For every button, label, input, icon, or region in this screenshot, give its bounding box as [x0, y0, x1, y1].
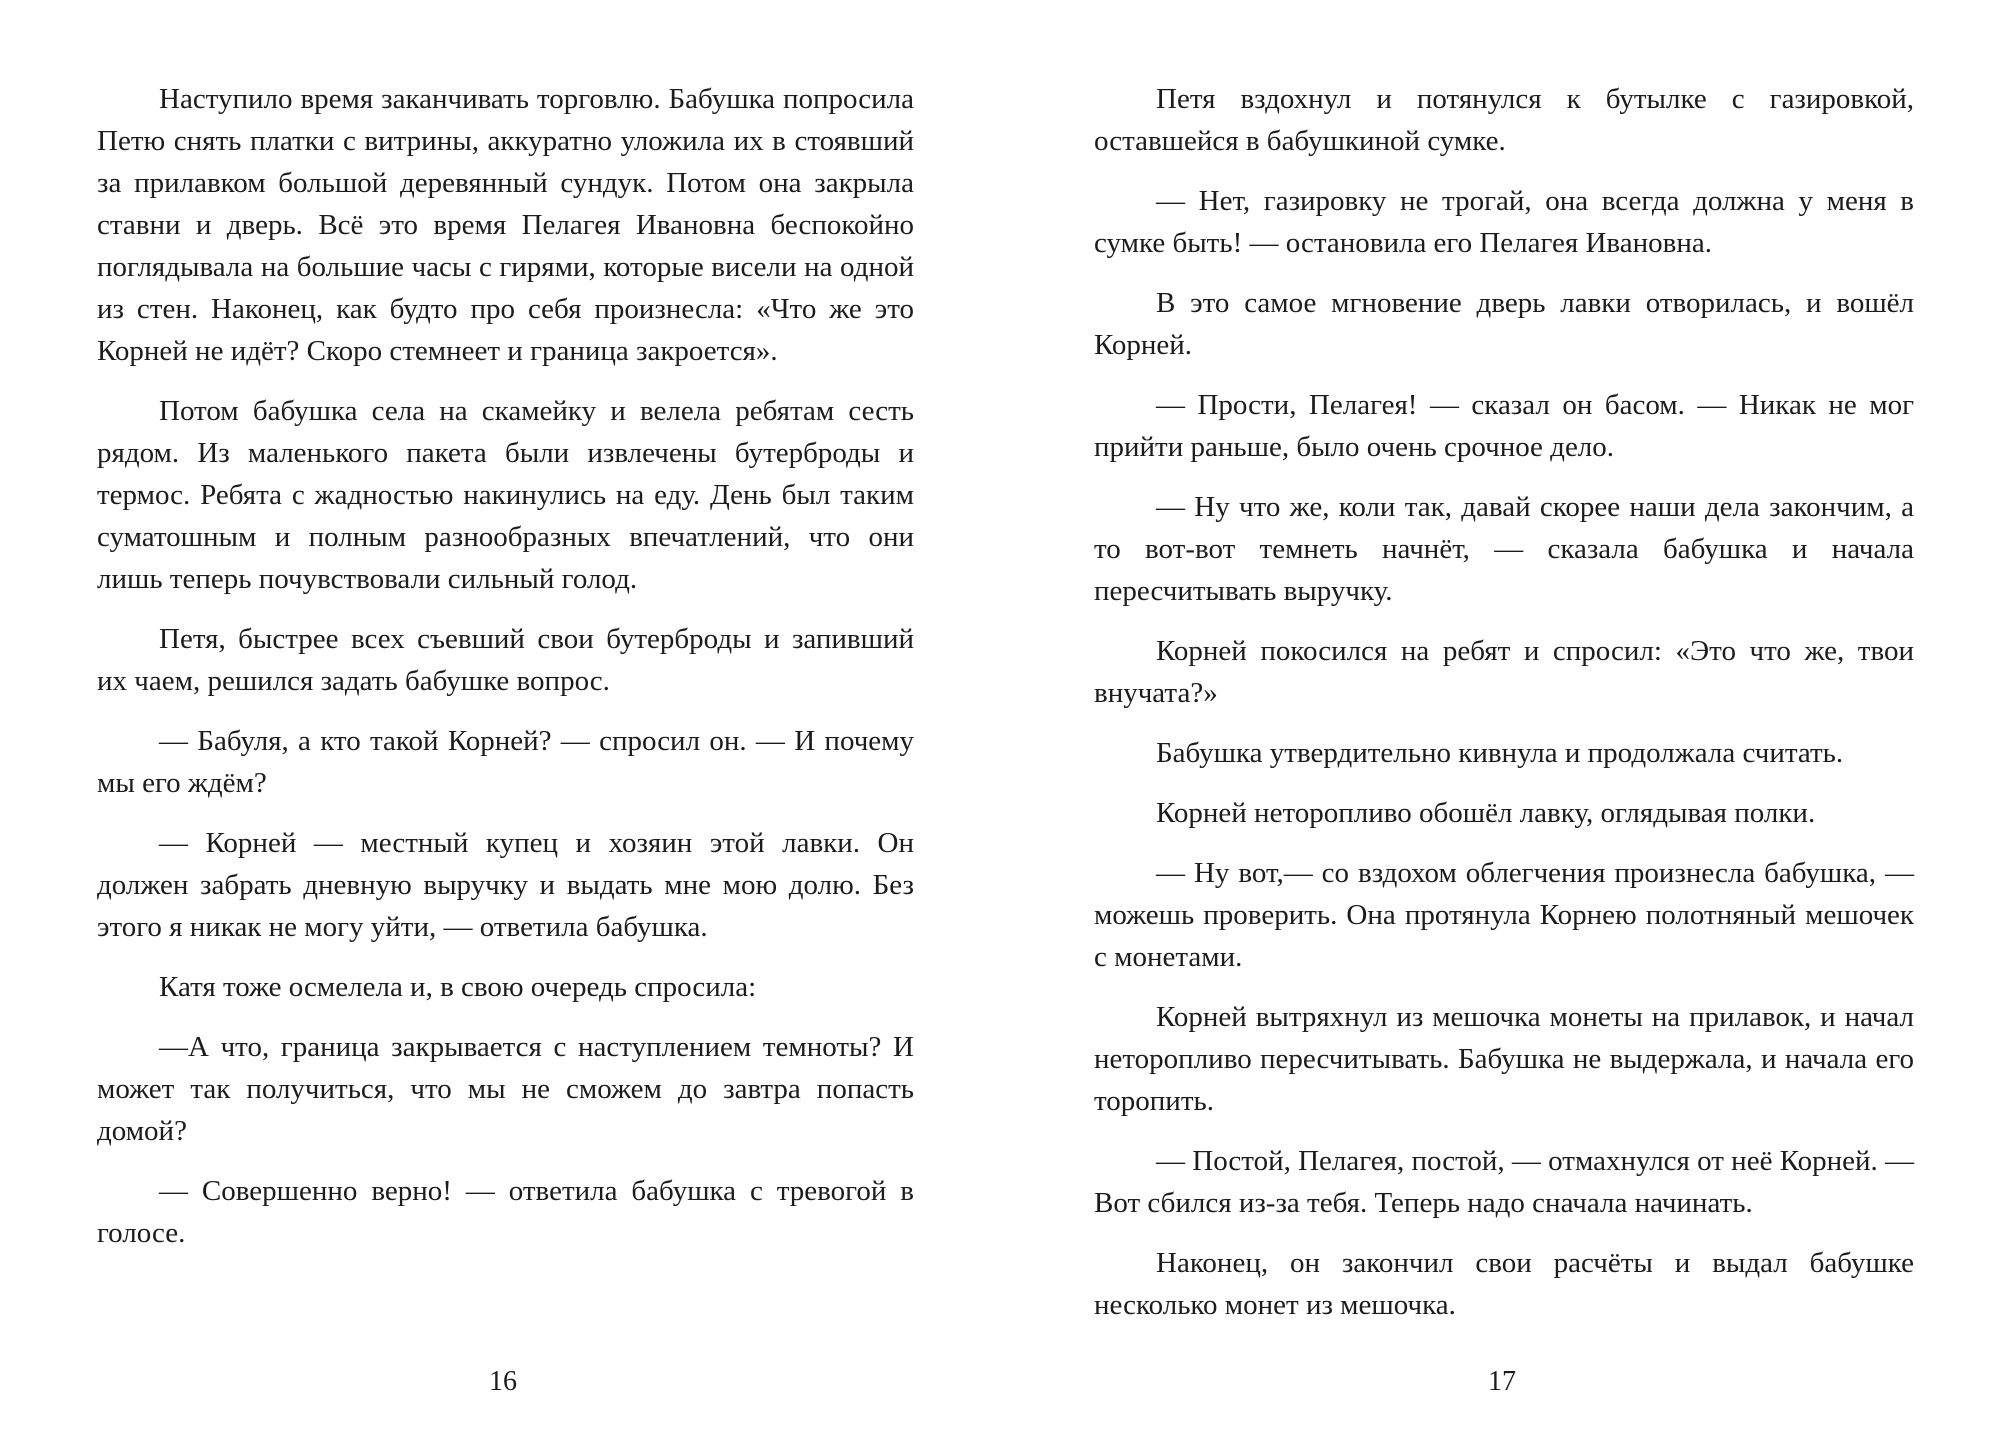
paragraph: В это самое мгновение дверь лавки отворилась, и вошёл Корней. — [1094, 287, 1914, 361]
paragraph: Петя вздохнул и потянулся к бутылке с газировкой, оставшейся в бабушкиной сумке. — [1094, 83, 1914, 157]
right-page-text — [1094, 78, 1914, 1344]
left-page-text — [97, 78, 914, 1272]
paragraph: Корней покосился на ребят и спросил: «Это что же, твои внучата?» — [1094, 635, 1914, 709]
paragraph: — Корней — местный купец и хозяин этой лавки. Он должен забрать дневную выручку и выдать мне мою долю. Без этого я никак не могу уйти, — ответила бабушка. — [97, 827, 914, 943]
paragraph: Бабушка утвердительно кивнула и продолжала считать. — [1156, 737, 1844, 769]
paragraph: — Ну вот,— со вздохом облегчения произнесла бабушка, — можешь проверить. Она протянула Корнею полотняный мешочек с монетами. — [1094, 857, 1914, 973]
paragraph: — Ну что же, коли так, давай скорее наши дела закончим, а то вот-вот темнеть начнёт, — сказала бабушка и начала пересчитывать выручку. — [1094, 491, 1914, 607]
paragraph: Корней вытряхнул из мешочка монеты на прилавок, и начал неторопливо пересчитывать. Бабушка не выдержала, и начала его торопить. — [1094, 1001, 1914, 1117]
paragraph: Потом бабушка села на скамейку и велела ребятам сесть рядом. Из маленького пакета были извлечены бутерброды и термос. Ребята с жадностью накинулись на еду. День был таким суматошным и полным разнообразных впечатлений, что они лишь теперь почувствовали сильный голод. — [97, 395, 914, 595]
paragraph: — Совершенно верно! — ответила бабушка с тревогой в голосе. — [97, 1175, 914, 1249]
paragraph: Петя, быстрее всех съевший свои бутерброды и запивший их чаем, решился задать бабушке вопрос. — [97, 623, 914, 697]
paragraph: — Бабуля, а кто такой Корней? — спросил он. — И почему мы его ждём? — [97, 725, 914, 799]
paragraph: Катя тоже осмелела и, в свою очередь спросила: — [159, 971, 757, 1003]
paragraph: — Прости, Пелагея! — сказал он басом. — Никак не мог прийти раньше, было очень срочное дело. — [1094, 389, 1914, 463]
paragraph: — Постой, Пелагея, постой, — отмахнулся от неё Корней. — Вот сбился из-за тебя. Теперь надо сначала начинать. — [1094, 1145, 1915, 1219]
paragraph: Корней неторопливо обошёл лавку, оглядывая полки. — [1156, 797, 1816, 829]
paragraph: — Нет, газировку не трогай, она всегда должна у меня в сумке быть! — остановила его Пелагея Ивановна. — [1094, 185, 1914, 259]
right-page — [1000, 0, 2000, 1432]
page-number-left: 16 — [489, 1366, 517, 1397]
page-number-right: 17 — [1488, 1366, 1516, 1397]
paragraph: Наступило время заканчивать торговлю. Бабушка попросила Петю снять платки с витрины, аккуратно уложила их в стоявший за прилавком большой деревянный сундук. Потом она закрыла ставни и дверь. Всё это время Пелагея Ивановна беспокойно поглядывала на большие часы с гирями, которые висели на одной из стен. Наконец, как будто про себя произнесла: «Что же это Корней не идёт? Скоро стемнеет и граница закроется». — [97, 83, 914, 367]
paragraph: Наконец, он закончил свои расчёты и выдал бабушке несколько монет из мешочка. — [1094, 1247, 1914, 1321]
paragraph: —А что, граница закрывается с наступлением темноты? И может так получиться, что мы не сможем до завтра попасть домой? — [97, 1031, 914, 1147]
